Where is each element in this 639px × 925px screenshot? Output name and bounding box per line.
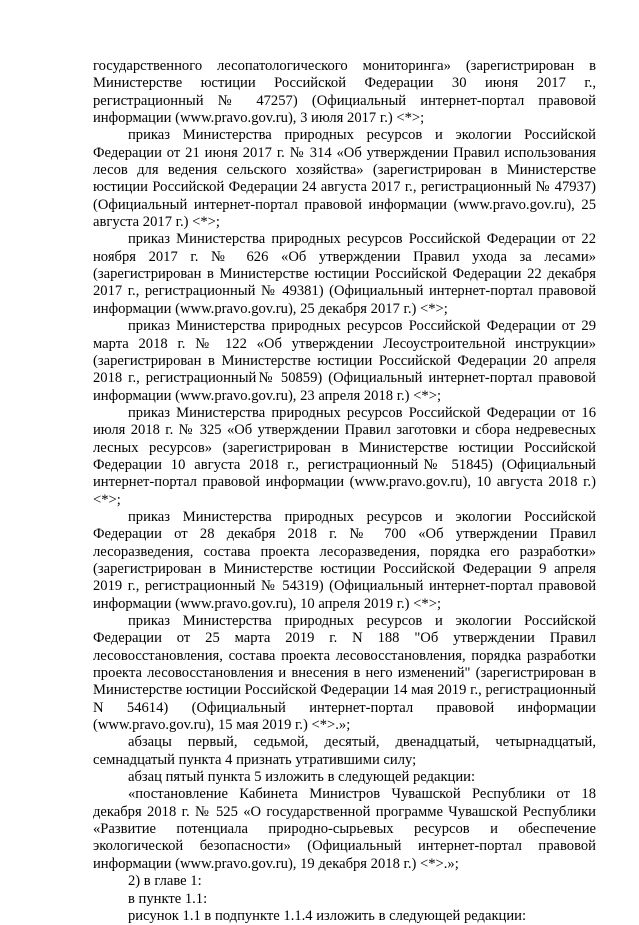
paragraph-resolution-525: «постановление Кабинета Министров Чувашской Республики от 18 декабря 2018 г. № 525 «О государственной программе Чувашской Республики «Развитие потенциала природно-сырьевых ресурсов и обеспечение экологической безопасности» (Официальный интернет-портал правовой информации (www.pravo.gov.ru), 19 декабря 2018 г.) <*>.»;	[93, 786, 596, 872]
paragraph-chapter-1: 2) в главе 1:	[128, 873, 202, 890]
document-page	[93, 58, 596, 925]
paragraph-figure-1-1: рисунок 1.1 в подпункте 1.1.4 изложить в следующей редакции:	[128, 907, 527, 924]
paragraph-order-188: приказ Министерства природных ресурсов и экологии Российской Федерации от 25 марта 2019 г. N 188 "Об утверждении Правил лесовосстановления, состава проекта лесовосстановления, порядка разработки проекта лесовосстановления и внесения в него изменений" (зарегистрирован в Министерстве юстиции Российской Федерации 14 мая 2019 г., регистрационный N 54614) (Официальный интернет-портал правовой информации (www.pravo.gov.ru), 15 мая 2019 г.) <*>.»;	[93, 613, 596, 734]
paragraph-order-314: приказ Министерства природных ресурсов и экологии Российской Федерации от 21 июня 2017 г. № 314 «Об утверждении Правил использования лесов для ведения сельского хозяйства» (зарегистрирован в Министерстве юстиции Российской Федерации 24 августа 2017 г., регистрационный № 47937) (Официальный интернет-портал правовой информации (www.pravo.gov.ru), 25 августа 2017 г.) <*>;	[93, 127, 596, 231]
paragraph-order-626: приказ Министерства природных ресурсов Российской Федерации от 22 ноября 2017 г. № 626 «Об утверждении Правил ухода за лесами» (зарегистрирован в Министерстве юстиции Российской Федерации 22 декабря 2017 г., регистрационный № 49381) (Официальный интернет-портал правовой информации (www.pravo.gov.ru), 25 декабря 2017 г.) <*>;	[93, 231, 596, 317]
paragraph-order-122: приказ Министерства природных ресурсов Российской Федерации от 29 марта 2018 г. № 122 «Об утверждении Лесоустроительной инструкции» (зарегистрирован в Министерстве юстиции Российской Федерации 20 апреля 2018 г., регистрационный№ 50859) (Официальный интернет-портал правовой информации (www.pravo.gov.ru), 23 апреля 2018 г.) <*>;	[93, 318, 596, 404]
paragraph-order-325: приказ Министерства природных ресурсов Российской Федерации от 16 июля 2018 г. № 325 «Об утверждении Правил заготовки и сбора недревесных лесных ресурсов» (зарегистрирован в Министерстве юстиции Российской Федерации 10 августа 2018 г., регистрационный№ 51845) (Официальный интернет-портал правовой информации (www.pravo.gov.ru), 10 августа 2018 г.) <*>;	[93, 404, 596, 508]
paragraph-monitoring-continuation: государственного лесопатологического мониторинга» (зарегистрирован в Министерстве юстиции Российской Федерации 30 июня 2017 г., регистрационный № 47257) (Официальный интернет-портал правовой информации (www.pravo.gov.ru), 3 июля 2017 г.) <*>;	[93, 58, 596, 127]
paragraph-point-1-1: в пункте 1.1:	[128, 890, 208, 907]
paragraph-order-700: приказ Министерства природных ресурсов и экологии Российской Федерации от 28 декабря 2018 г. № 700 «Об утверждении Правил лесоразведения, состава проекта лесоразведения, порядка его разработки» (зарегистрирован в Министерстве юстиции Российской Федерации 9 апреля 2019 г., регистрационный № 54319) (Официальный интернет-портал правовой информации (www.pravo.gov.ru), 10 апреля 2019 г.) <*>;	[93, 508, 596, 612]
paragraph-paragraphs-repealed: абзацы первый, седьмой, десятый, двенадцатый, четырнадцатый, семнадцатый пункта 4 признать утратившими силу;	[93, 734, 596, 768]
paragraph-point-5-intro: абзац пятый пункта 5 изложить в следующей редакции:	[128, 769, 476, 786]
